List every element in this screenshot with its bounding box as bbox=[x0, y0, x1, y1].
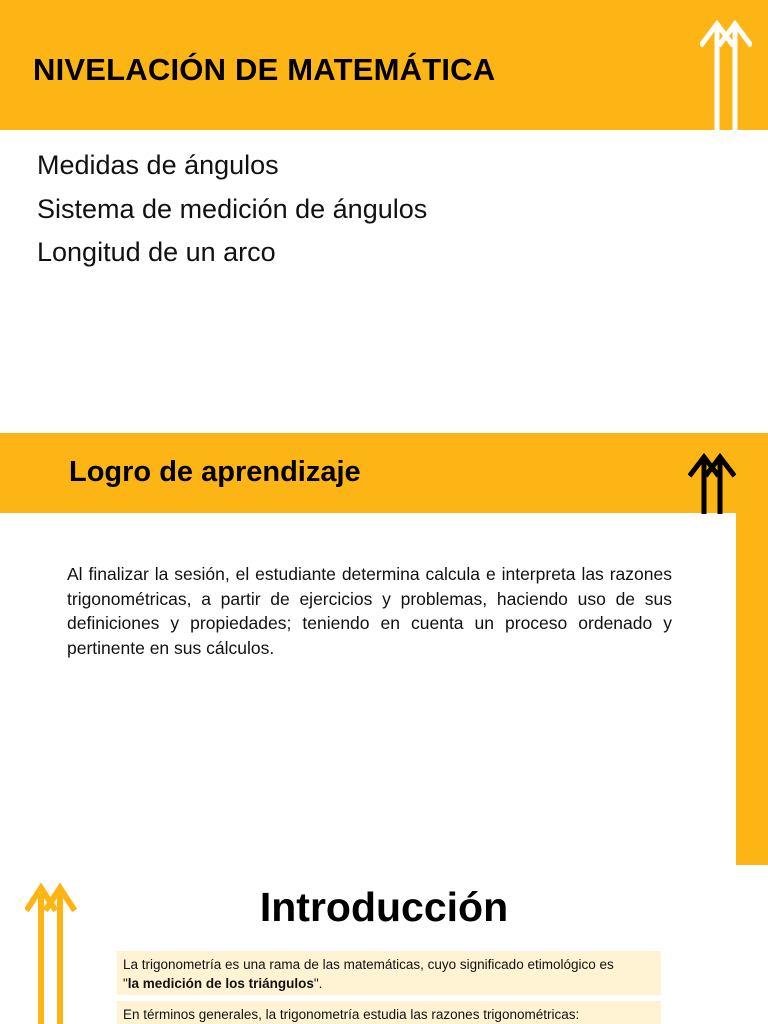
double-up-arrow-icon bbox=[700, 20, 752, 132]
quote-open: " bbox=[123, 976, 128, 991]
double-up-arrow-icon bbox=[688, 452, 736, 514]
intro-note-text: La trigonometría es una rama de las matemáticas, cuyo significado etimológico es bbox=[123, 957, 614, 972]
topic-item: Medidas de ángulos bbox=[37, 150, 279, 180]
intro-note-emphasis: la medición de los triángulos bbox=[127, 976, 314, 991]
topic-item: Longitud de un arco bbox=[37, 237, 276, 267]
quote-close: ". bbox=[313, 976, 323, 991]
learning-goal-paragraph: Al finalizar la sesión, el estudiante determina calcula e interpreta las razones trigonométricas, a partir de ejercicios y problemas, haciendo uso de sus definiciones y propiedades; teniendo en cuenta un proceso ordenado y pertinente en sus cálculos. bbox=[67, 564, 672, 658]
intro-note-text: En términos generales, la trigonometría estudia las razones trigonométricas: bbox=[123, 1007, 580, 1022]
slide2-title: Logro de aprendizaje bbox=[69, 456, 361, 488]
intro-note bbox=[117, 1001, 661, 1024]
slide2-side-bar bbox=[736, 513, 768, 865]
topic-item: Sistema de medición de ángulos bbox=[37, 193, 428, 224]
topics-list bbox=[37, 144, 427, 275]
slide3-title: Introducción bbox=[259, 884, 509, 930]
slide1-title: NIVELACIÓN DE MATEMÁTICA bbox=[33, 52, 496, 87]
intro-note bbox=[117, 951, 661, 995]
